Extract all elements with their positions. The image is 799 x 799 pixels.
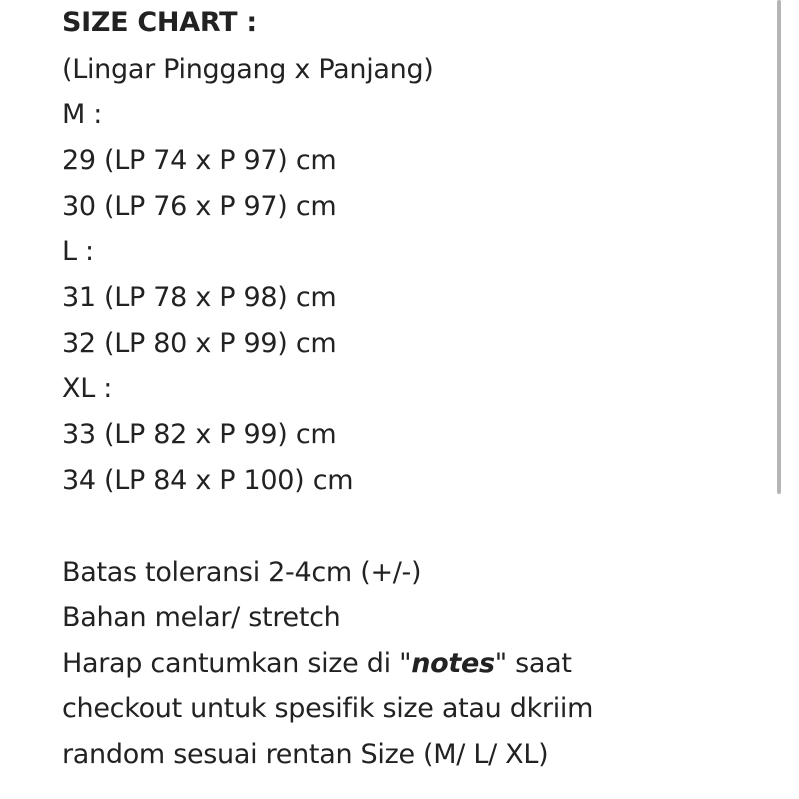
chart-title: SIZE CHART : xyxy=(62,7,257,38)
instruction-text: " saat xyxy=(494,648,572,679)
size-label-l: L : xyxy=(62,236,94,267)
instruction-line-3: random sesuai rentan Size (M/ L/ XL) xyxy=(62,739,549,770)
size-label-xl: XL : xyxy=(62,373,113,404)
tolerance-note: Batas toleransi 2-4cm (+/-) xyxy=(62,557,422,588)
size-row: 33 (LP 82 x P 99) cm xyxy=(62,419,337,450)
size-row: 29 (LP 74 x P 97) cm xyxy=(62,145,337,176)
size-row: 31 (LP 78 x P 98) cm xyxy=(62,282,337,313)
chart-subtitle: (Lingar Pinggang x Panjang) xyxy=(62,54,434,85)
instruction-line-1 xyxy=(62,649,572,679)
size-row: 34 (LP 84 x P 100) cm xyxy=(62,465,354,496)
size-label-m: M : xyxy=(62,99,103,130)
material-note: Bahan melar/ stretch xyxy=(62,602,341,633)
size-row: 32 (LP 80 x P 99) cm xyxy=(62,328,337,359)
vertical-scrollbar[interactable] xyxy=(777,0,781,494)
size-row: 30 (LP 76 x P 97) cm xyxy=(62,191,337,222)
notes-emphasis: notes xyxy=(411,648,495,679)
instruction-line-2: checkout untuk spesifik size atau dkriim xyxy=(62,693,594,724)
instruction-text: Harap cantumkan size di " xyxy=(62,648,412,679)
